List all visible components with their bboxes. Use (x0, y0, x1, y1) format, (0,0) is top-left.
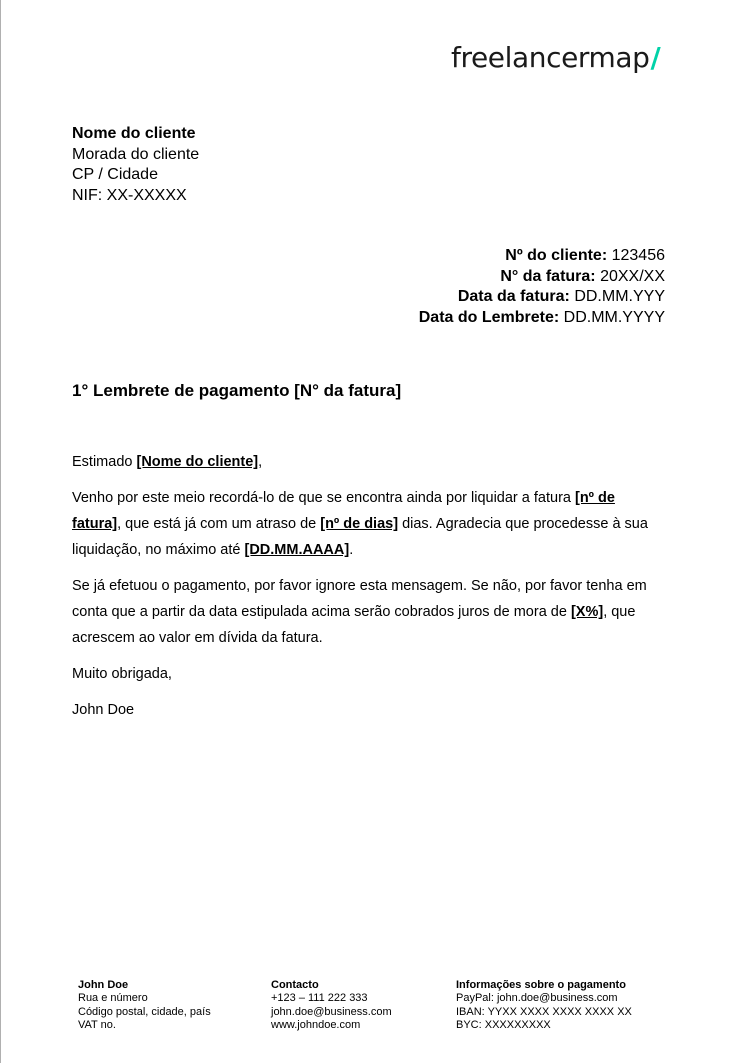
placeholder-due-date: [DD.MM.AAAA] (244, 542, 350, 558)
footer-payment-heading: Informações sobre o pagamento (456, 979, 626, 991)
footer-sender-heading: John Doe (78, 979, 129, 991)
letter-body (72, 449, 662, 733)
client-name: Nome do cliente (72, 125, 196, 142)
client-city: CP / Cidade (72, 166, 158, 183)
freelancermap-logo (451, 41, 660, 74)
placeholder-interest-rate: [X%] (570, 604, 604, 620)
footer-contact-email: john.doe@business.com (271, 1005, 392, 1018)
signature: John Doe (72, 702, 135, 718)
footer-payment-paypal: PayPal: john.doe@business.com (456, 992, 618, 1005)
greeting-text: Estimado (72, 454, 137, 470)
reminder-date-value: DD.MM.YYYY (559, 308, 665, 326)
paragraph-text: Se já efetuou o pagamento, por favor ignore esta mensagem. Se não, por favor tenha em conta que a partir da data estipulada acima serão cobrados juros de mora de (72, 578, 647, 620)
footer-contact-website: www.johndoe.com (271, 1019, 361, 1032)
paragraph-interest (72, 573, 662, 651)
client-address: Morada do cliente (72, 145, 200, 163)
reminder-date-line (419, 308, 665, 329)
placeholder-days-late: [nº de dias] (320, 516, 399, 532)
letter-subject: 1° Lembrete de pagamento [N° da fatura] (72, 381, 402, 400)
invoice-date-value: DD.MM.YYY (569, 288, 665, 305)
paragraph-text: , que acrescem ao valor em dívida da fatura. (72, 604, 636, 646)
page-edge (0, 0, 1, 1063)
invoice-date-line (419, 287, 665, 308)
logo-wordmark: freelancermap (451, 41, 650, 74)
paragraph-text: dias. Agradecia que procedesse à sua liquidação, no máximo até (72, 516, 648, 558)
invoice-number-line (419, 267, 665, 288)
footer-sender (78, 979, 211, 1033)
client-number-line (419, 246, 665, 267)
paragraph-text: . (349, 542, 354, 558)
footer-sender-vat: VAT no. (78, 1019, 116, 1032)
footer-contact-heading: Contacto (271, 979, 319, 991)
invoice-meta-block (419, 246, 665, 328)
logo-slash: / (650, 41, 661, 74)
footer-contact-phone: +123 – 111 222 333 (271, 992, 368, 1005)
paragraph-reminder (72, 485, 662, 563)
footer-sender-street: Rua e número (78, 992, 148, 1005)
client-address-block (72, 124, 199, 206)
paragraph-text: Venho por este meio recordá-lo de que se encontra ainda por liquidar a fatura (72, 490, 575, 506)
invoice-number-value: 20XX/XX (595, 267, 665, 285)
footer-payment (456, 979, 632, 1033)
client-number-label: Nº do cliente: (505, 247, 608, 264)
placeholder-invoice-number: [nº de fatura] (72, 490, 615, 532)
footer-payment-byc: BYC: XXXXXXXXX (456, 1019, 551, 1032)
greeting (72, 449, 662, 475)
client-nif: NIF: XX-XXXXX (72, 186, 187, 204)
footer-contact (271, 979, 392, 1033)
greeting-comma: , (258, 454, 263, 470)
placeholder-client-name: [Nome do cliente] (136, 454, 259, 470)
invoice-number-label: N° da fatura: (500, 267, 596, 285)
invoice-date-label: Data da fatura: (457, 288, 570, 305)
footer-payment-iban: IBAN: YYXX XXXX XXXX XXXX XX (456, 1005, 632, 1018)
footer-sender-city: Código postal, cidade, país (78, 1005, 211, 1018)
client-number-value: 123456 (607, 247, 665, 264)
reminder-date-label: Data do Lembrete: (418, 308, 560, 326)
closing: Muito obrigada, (72, 666, 172, 682)
paragraph-text: , que está já com um atraso de (117, 516, 321, 532)
